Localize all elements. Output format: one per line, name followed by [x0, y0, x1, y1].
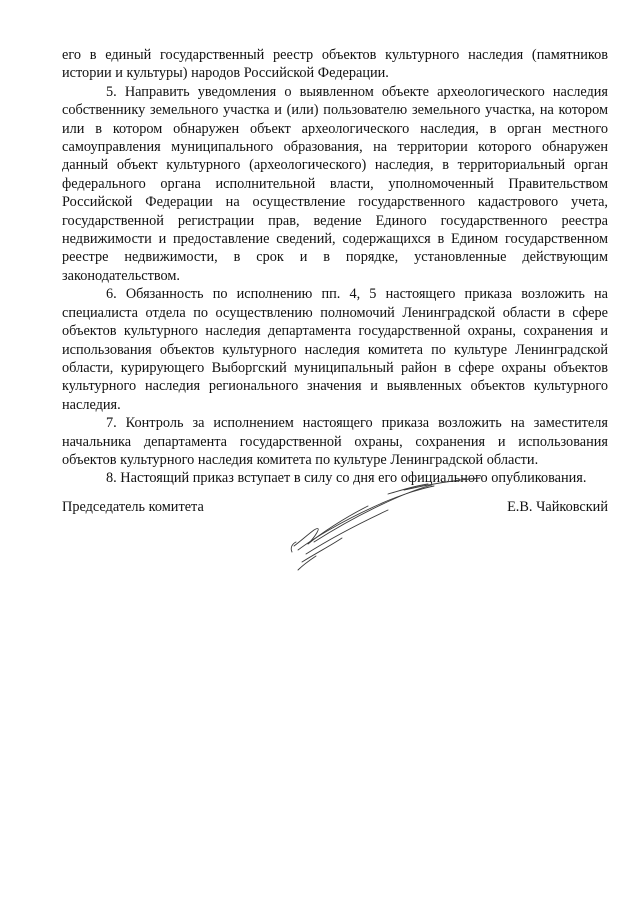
paragraph-item-5: 5. Направить уведомления о выявленном объекте археологического наследия собственнику земельного участка и (или) пользователю земельного участка, на котором или в котором обнаружен объект археологического наследия, в орган местного самоуправления муниципального образования, на территории которого обнаружен данный объект культурного (археологического) наследия, в территориальный орган федерального органа исполнительной власти, уполномоченный Правительством Российской Федерации на осуществление государственного кадастрового учета, государственной регистрации прав, ведение Единого государственного реестра недвижимости и предоставление сведений, содержащихся в Едином государственном реестре недвижимости, в срок и в порядке, установленные действующим законодательством.	[62, 83, 608, 284]
paragraph-continuation: его в единый государственный реестр объектов культурного наследия (памятников истории и культуры) народов Российской Федерации.	[62, 47, 608, 82]
signature-icon	[284, 476, 484, 576]
paragraph-item-7: 7. Контроль за исполнением настоящего приказа возложить на заместителя начальника департамента государственной охраны, сохранения и использования объектов культурного наследия комитета по культуре Ленинградской области.	[62, 415, 608, 468]
document-body	[62, 46, 608, 488]
signatory-title: Председатель комитета	[62, 499, 204, 515]
signatory-name: Е.В. Чайковский	[507, 499, 608, 515]
paragraph-item-8: 8. Настоящий приказ вступает в силу со дня его официального опубликования.	[106, 470, 587, 487]
paragraph-item-6: 6. Обязанность по исполнению пп. 4, 5 настоящего приказа возложить на специалиста отдела по осуществлению полномочий Ленинградской области в сфере объектов культурного наследия департамента государственной охраны, сохранения и использования объектов культурного наследия комитета по культуре Ленинградской области, курирующего Выборгский муниципальный район в сфере охраны объектов культурного наследия регионального значения и выявленных объектов культурного наследия.	[62, 286, 608, 413]
